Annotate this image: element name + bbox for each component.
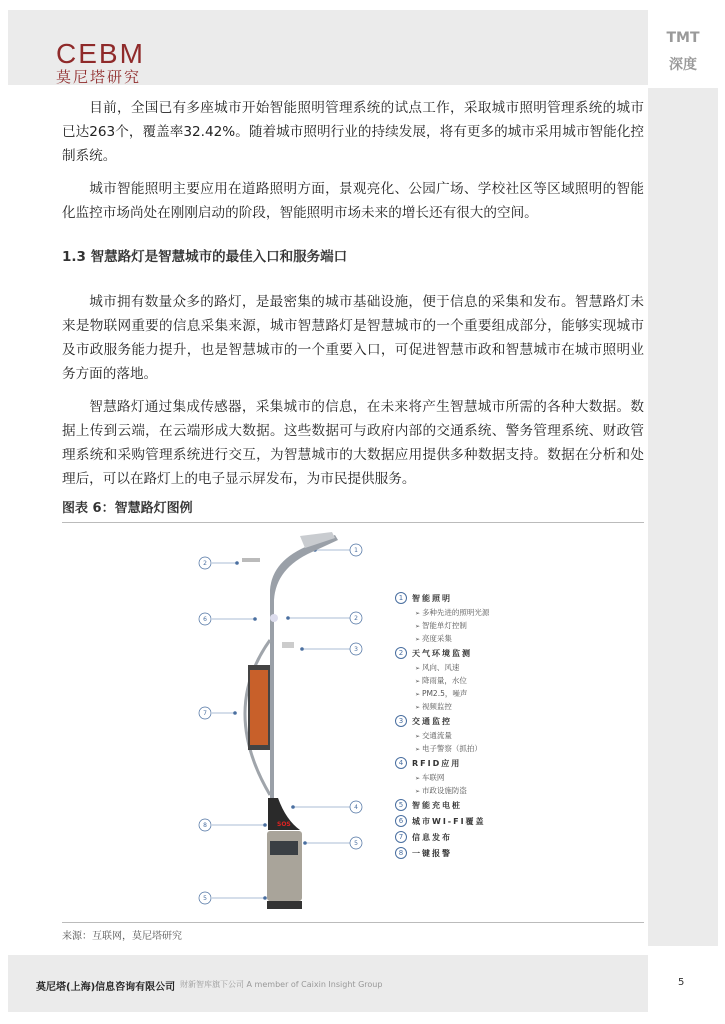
legend-group <box>395 590 489 606</box>
legend-group <box>395 713 489 729</box>
callout-number: 5 <box>354 840 358 847</box>
paragraph: 城市智能照明主要应用在道路照明方面，景观亮化、公园广场、学校社区等区域照明的智能化监控市场尚处在刚刚启动的阶段，智能照明市场未来的增长还有很大的空间。 <box>62 181 644 221</box>
smart-streetlight-illustration <box>190 530 390 915</box>
legend-number: 4 <box>395 757 407 769</box>
weather-sensor <box>242 558 260 562</box>
legend-number: 7 <box>395 831 407 843</box>
legend-title: RFID应用 <box>412 758 462 768</box>
legend-number: 5 <box>395 799 407 811</box>
legend-number: 1 <box>395 592 407 604</box>
wifi-node <box>270 614 278 622</box>
legend-group <box>395 755 489 771</box>
legend-group <box>395 813 489 829</box>
figure-source: 来源：互联网，莫尼塔研究 <box>62 922 644 942</box>
callout-number: 5 <box>203 895 207 902</box>
sos-label: SOS <box>277 821 291 828</box>
callout-number: 7 <box>203 710 207 717</box>
legend-title: 天气环境监测 <box>412 648 472 658</box>
logo <box>56 40 156 86</box>
legend-title: 信息发布 <box>412 832 452 842</box>
callout-number: 2 <box>354 615 358 622</box>
header-band <box>8 10 648 85</box>
legend-item: ➢ 亮度采集 <box>395 632 489 645</box>
callout-number: 3 <box>354 646 358 653</box>
logo-subtitle: 莫尼塔研究 <box>56 68 142 86</box>
paragraph: 目前，全国已有多座城市开始智能照明管理系统的试点工作，采取城市照明管理系统的城市已达263个，覆盖率32.42%。随着城市照明行业的持续发展，将有更多的城市采用城市智能化控制系统。 <box>62 100 644 164</box>
legend-number: 3 <box>395 715 407 727</box>
logo-mark: CEBM <box>56 38 145 69</box>
legend-title: 交通监控 <box>412 716 452 726</box>
legend-title: 城市WI-FI覆盖 <box>412 816 486 826</box>
member-note: 财新智库旗下公司 A member of Caixin Insight Group <box>180 980 383 989</box>
company-name: 莫尼塔(上海)信息咨询有限公司 <box>36 982 176 993</box>
legend-title: 智能充电桩 <box>412 800 462 810</box>
legend-item: ➢ 电子警察（抓拍） <box>395 742 489 755</box>
legend-title: 一键报警 <box>412 848 452 858</box>
legend-group <box>395 845 489 861</box>
legend-item: ➢ 车联网 <box>395 771 489 784</box>
callout-number: 2 <box>203 560 207 567</box>
section-heading: 1.3 智慧路灯是智慧城市的最佳入口和服务端口 <box>62 249 348 265</box>
legend-title: 智能照明 <box>412 593 452 603</box>
footer <box>8 955 648 1012</box>
paragraph: 智慧路灯通过集成传感器，采集城市的信息，在未来将产生智慧城市所需的各种大数据。数据上传到云端，在云端形成大数据。这些数据可与政府内部的交通系统、警务管理系统、财政管理系统和采购管理系统进行交互，为智慧城市的大数据应用提供多种数据支持。数据在分析和处理后，可以在路灯上的电子显示屏发布，为市民提供服务。 <box>62 399 644 487</box>
page-number: 5 <box>678 977 685 988</box>
legend-number: 8 <box>395 847 407 859</box>
callout-number: 6 <box>203 616 207 623</box>
section-tag-line1: TMT <box>666 30 700 46</box>
callout-number: 8 <box>203 822 207 829</box>
figure-legend <box>395 590 489 861</box>
legend-group <box>395 797 489 813</box>
legend-group <box>395 645 489 661</box>
legend-group <box>395 829 489 845</box>
side-band <box>648 88 718 946</box>
callout-number: 4 <box>354 804 358 811</box>
pole <box>270 535 338 800</box>
legend-item: ➢ 多种先进的照明光源 <box>395 606 489 619</box>
display-screen <box>250 670 268 745</box>
figure-caption: 图表 6：智慧路灯图例 <box>62 497 644 523</box>
legend-item: ➢ 市政设施防盗 <box>395 784 489 797</box>
legend-item: ➢ 视频监控 <box>395 700 489 713</box>
legend-item: ➢ 智能单灯控制 <box>395 619 489 632</box>
callout-number: 1 <box>354 547 358 554</box>
section-tag <box>648 10 718 74</box>
legend-number: 6 <box>395 815 407 827</box>
body-text <box>62 96 644 500</box>
legend-item: ➢ 交通流量 <box>395 729 489 742</box>
paragraph: 城市拥有数量众多的路灯，是最密集的城市基础设施，便于信息的采集和发布。智慧路灯未来是物联网重要的信息采集来源，城市智慧路灯是智慧城市的一个重要组成部分，能够实现城市及市政服务能力提升，也是智慧城市的一个重要入口，可促进智慧市政和智慧城市在城市照明业务方面的落地。 <box>62 294 644 382</box>
legend-item: ➢ 降雨量，水位 <box>395 674 489 687</box>
section-tag-line2: 深度 <box>669 57 697 73</box>
legend-number: 2 <box>395 647 407 659</box>
legend-item: ➢ 风向、风速 <box>395 661 489 674</box>
camera <box>282 642 294 648</box>
legend-item: ➢ PM2.5，噪声 <box>395 687 489 700</box>
